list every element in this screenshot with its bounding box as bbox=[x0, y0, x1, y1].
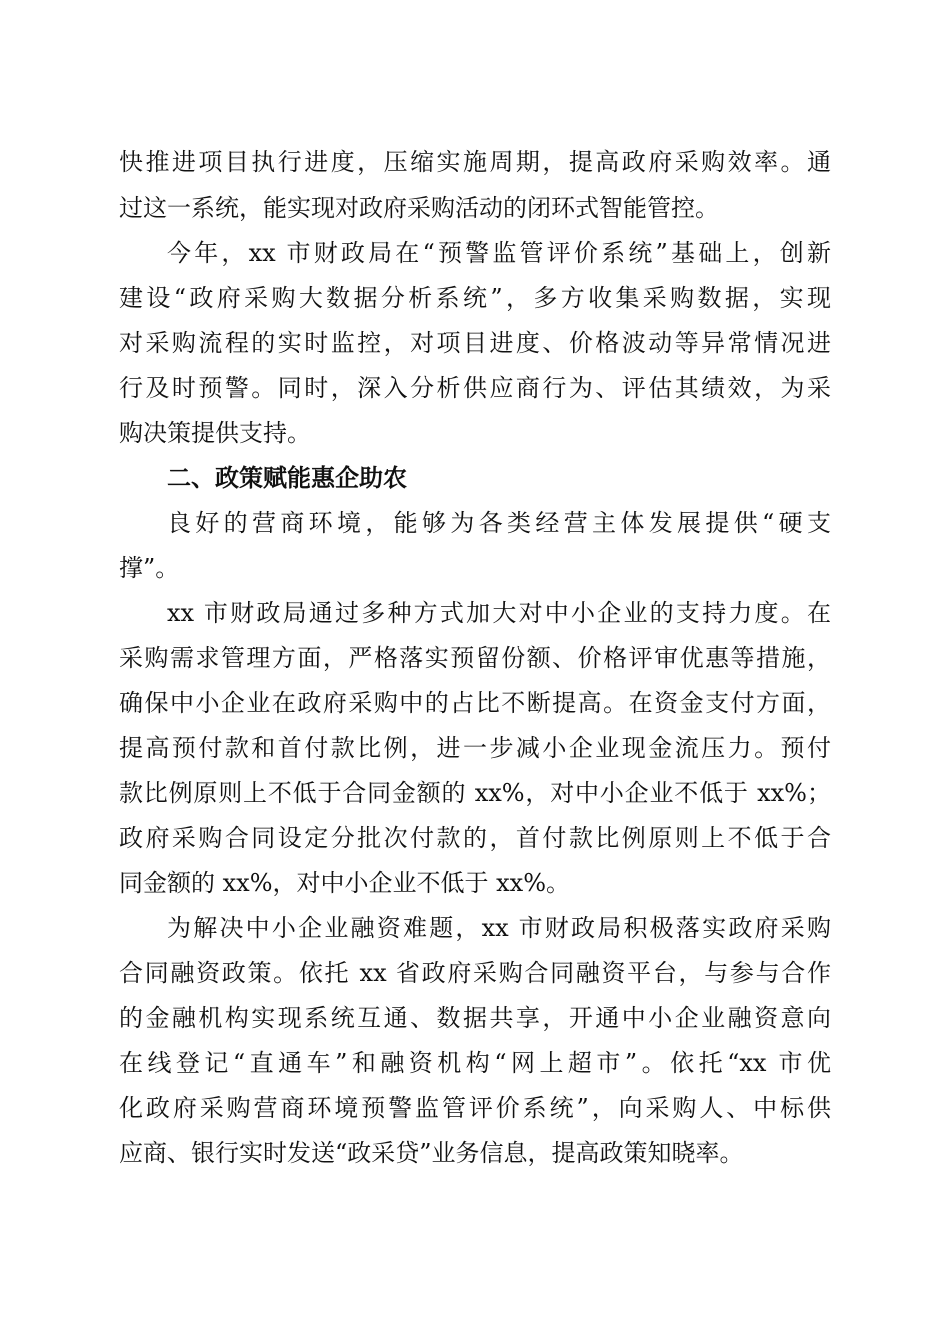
paragraph-4-line-4: 提高预付款和首付款比例，进一步减小企业现金流压力。预付 bbox=[119, 734, 831, 762]
paragraph-5-line-3: 的金融机构实现系统互通、数据共享，开通中小企业融资意向 bbox=[119, 1004, 831, 1032]
paragraph-5-line-2: 合同融资政策。依托 xx 省政府采购合同融资平台，与参与合作 bbox=[119, 959, 831, 987]
paragraph-5-line-1: 为解决中小企业融资难题，xx 市财政局积极落实政府采购 bbox=[167, 914, 831, 942]
section-heading: 二、政策赋能惠企助农 bbox=[167, 464, 407, 492]
paragraph-1-line-1: 快推进项目执行进度，压缩实施周期，提高政府采购效率。通 bbox=[119, 148, 831, 176]
paragraph-3-line-2: 撑”。 bbox=[119, 554, 180, 582]
paragraph-5-line-4: 在线登记“直通车”和融资机构“网上超市”。依托“xx 市优 bbox=[119, 1049, 831, 1077]
paragraph-5-line-6: 应商、银行实时发送“政采贷”业务信息，提高政策知晓率。 bbox=[119, 1139, 744, 1167]
paragraph-4-line-5: 款比例原则上不低于合同金额的 xx%，对中小企业不低于 xx%； bbox=[119, 779, 831, 807]
paragraph-4-line-3: 确保中小企业在政府采购中的占比不断提高。在资金支付方面， bbox=[119, 689, 831, 717]
paragraph-5-line-5: 化政府采购营商环境预警监管评价系统”，向采购人、中标供 bbox=[119, 1094, 831, 1122]
paragraph-4-line-2: 采购需求管理方面，严格落实预留份额、价格评审优惠等措施， bbox=[119, 644, 831, 672]
paragraph-3-line-1: 良好的营商环境，能够为各类经营主体发展提供“硬支 bbox=[167, 509, 831, 537]
paragraph-2-line-4: 行及时预警。同时，深入分析供应商行为、评估其绩效，为采 bbox=[119, 374, 831, 402]
paragraph-2-line-3: 对采购流程的实时监控，对项目进度、价格波动等异常情况进 bbox=[119, 329, 831, 357]
paragraph-2-line-2: 建设“政府采购大数据分析系统”，多方收集采购数据，实现 bbox=[119, 284, 831, 312]
paragraph-2-line-1: 今年，xx 市财政局在“预警监管评价系统”基础上，创新 bbox=[167, 239, 831, 267]
paragraph-2-line-5: 购决策提供支持。 bbox=[119, 419, 311, 447]
paragraph-1-line-2: 过这一系统，能实现对政府采购活动的闭环式智能管控。 bbox=[119, 194, 719, 222]
paragraph-4-line-6: 政府采购合同设定分批次付款的，首付款比例原则上不低于合 bbox=[119, 824, 831, 852]
paragraph-4-line-1: xx 市财政局通过多种方式加大对中小企业的支持力度。在 bbox=[167, 599, 831, 627]
paragraph-4-line-7: 同金额的 xx%，对中小企业不低于 xx%。 bbox=[119, 869, 571, 897]
